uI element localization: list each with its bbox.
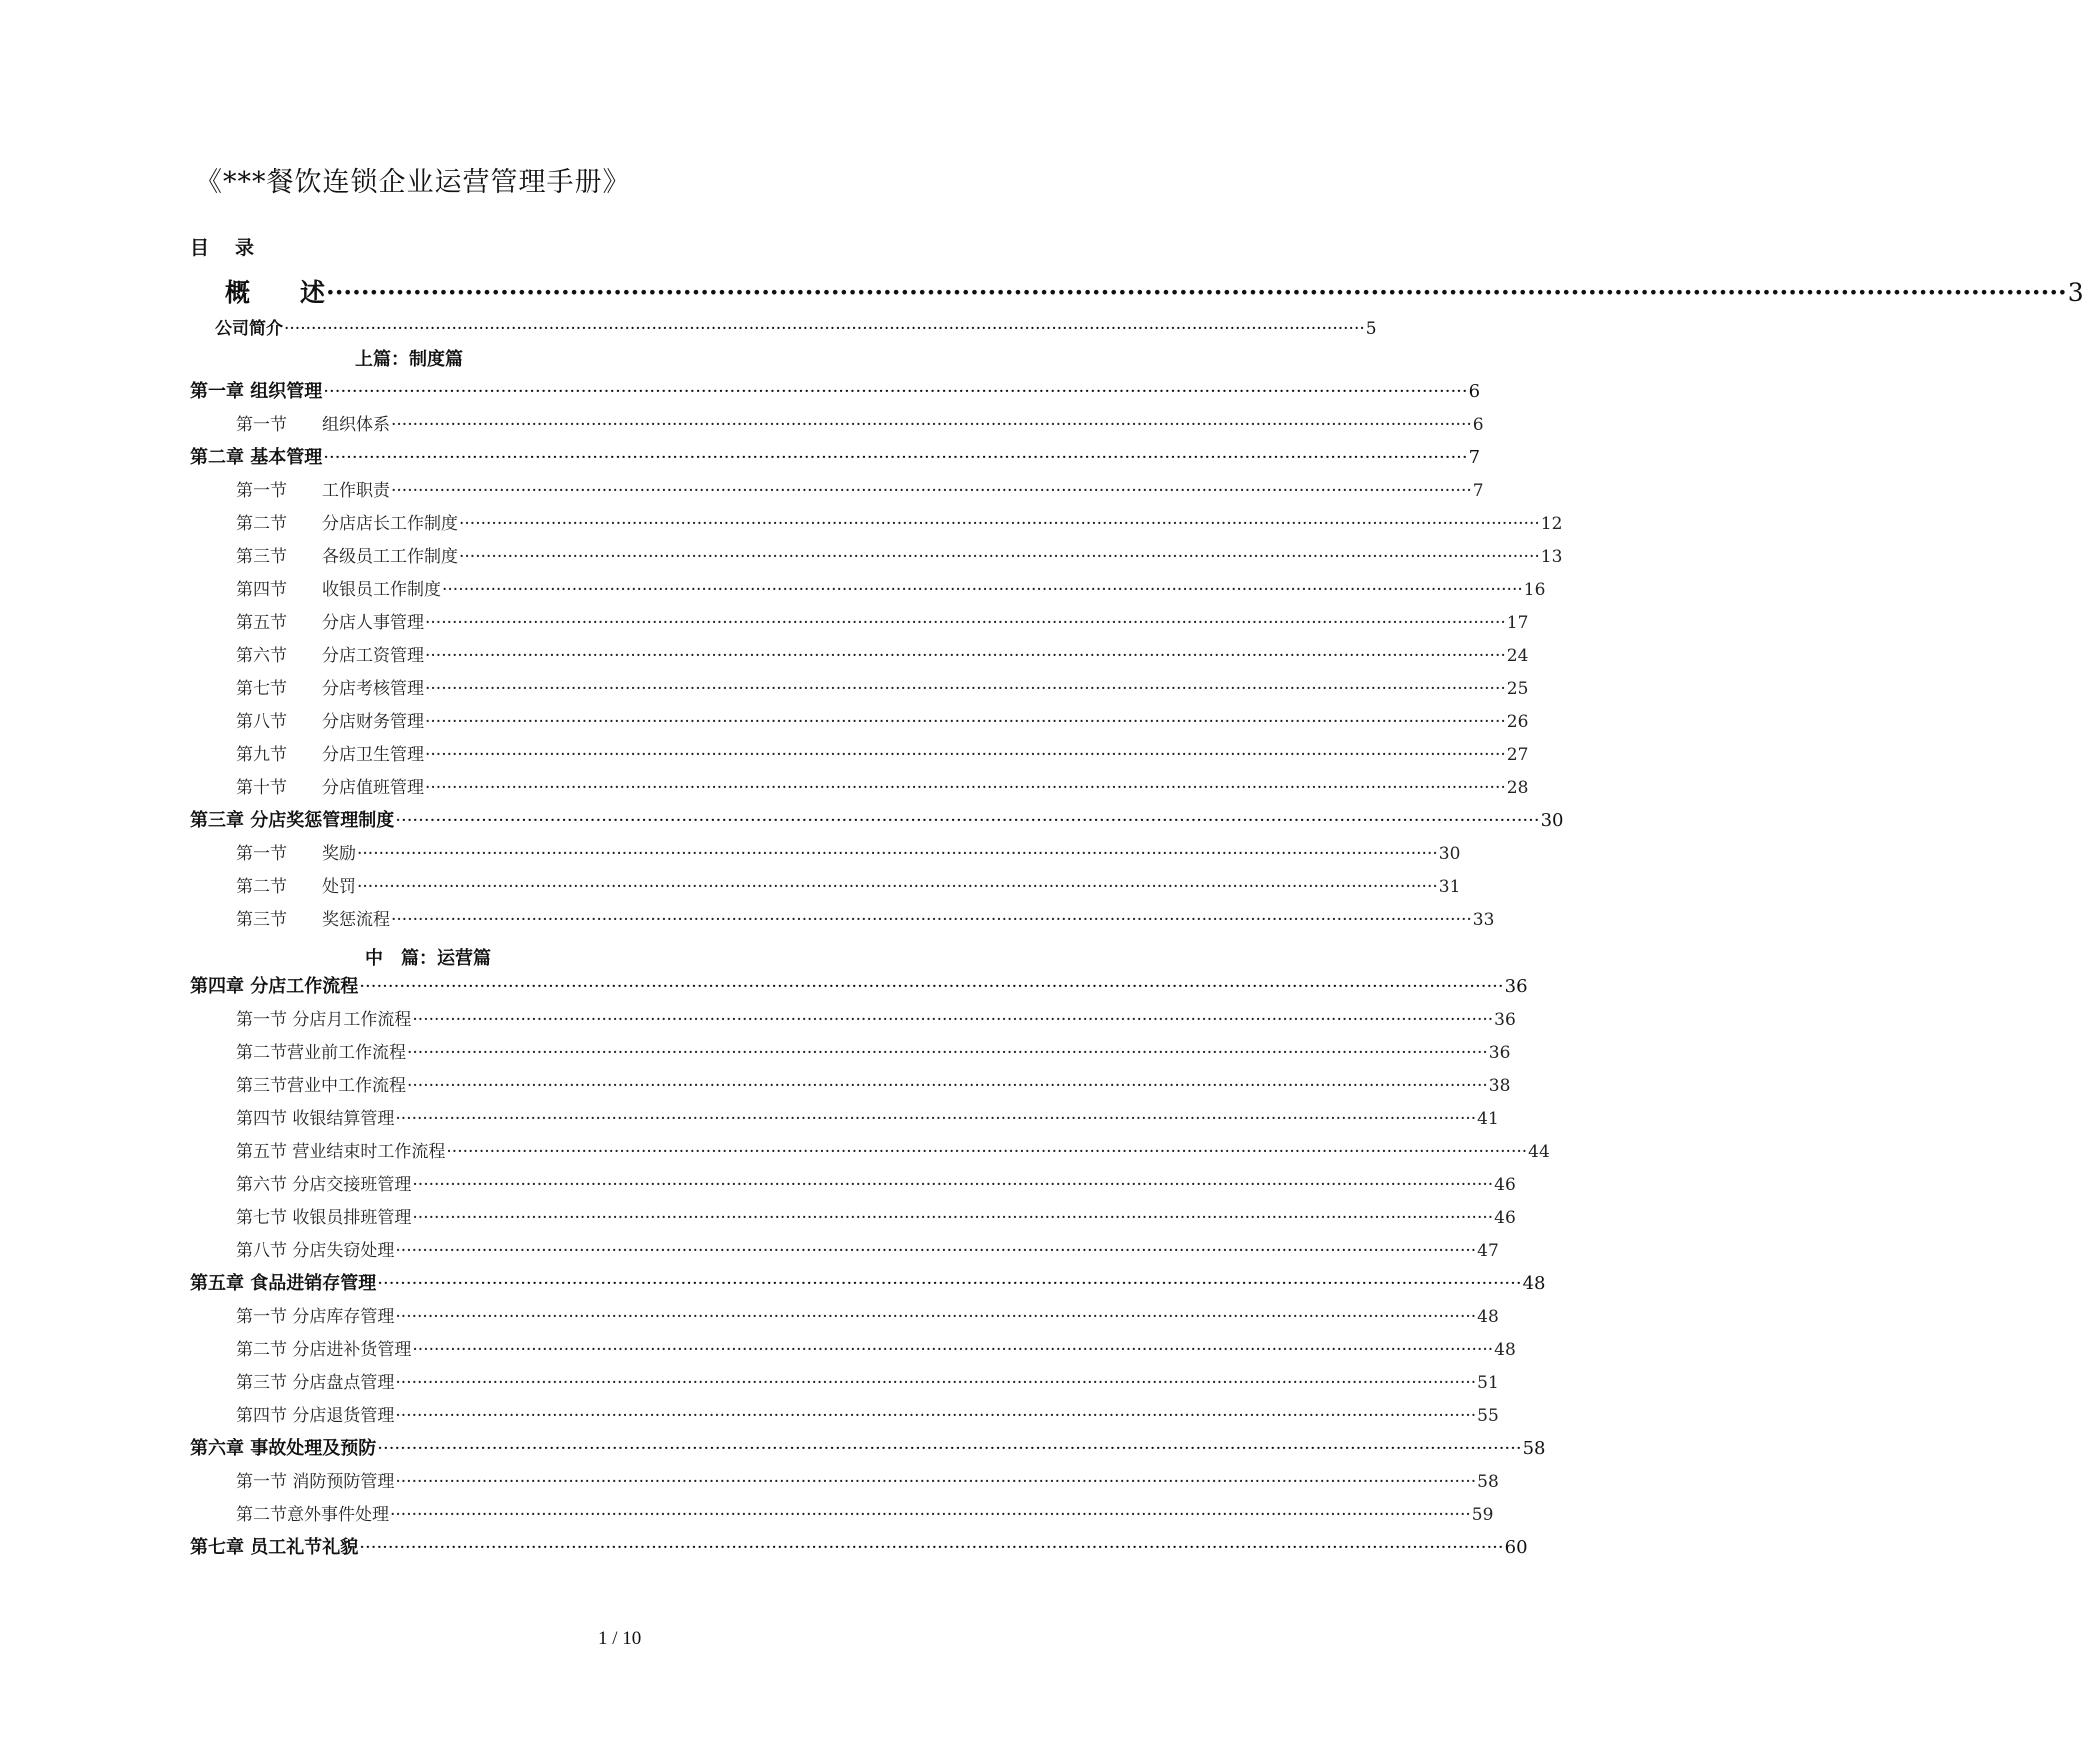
toc-section-entry[interactable] (236, 1005, 1516, 1035)
toc-section-entry[interactable] (236, 707, 1529, 737)
toc-entry-label: 第四节 收银结算管理 (236, 1109, 395, 1129)
toc-entry-label: 第七章 员工礼节礼貌 (190, 1537, 359, 1558)
toc-section-entry[interactable] (236, 1401, 1499, 1431)
toc-section-entry[interactable] (236, 1368, 1499, 1398)
toc-entry-page: 47 (1477, 1241, 1499, 1261)
toc-entry-label: 第一节 分店库存管理 (236, 1307, 395, 1327)
page-indicator: 1 / 10 (598, 1628, 642, 1649)
toc-entry-label: 分店值班管理 (322, 778, 424, 798)
toc-section-entry[interactable] (236, 839, 1461, 869)
dot-leader: ········································································································································································································ (412, 1175, 1494, 1195)
dot-leader: ········································································································································································································ (459, 514, 1540, 534)
toc-entry-label: 第一节 分店月工作流程 (236, 1010, 412, 1030)
toc-entry-label: 第八节 分店失窃处理 (236, 1241, 395, 1261)
dot-leader: ········································································································································································································ (407, 1043, 1488, 1063)
toc-section-entry[interactable] (236, 1038, 1511, 1068)
toc-entry-page: 51 (1477, 1373, 1499, 1393)
dot-leader: ········································································································································································································ (395, 1109, 1477, 1129)
dot-leader: ········································································································································································································ (425, 778, 1506, 798)
toc-section-entry[interactable] (236, 509, 1563, 539)
toc-heading (190, 233, 254, 260)
dot-leader: ········································································································································································································ (323, 381, 1468, 402)
dot-leader: ········································································································································································································ (395, 1472, 1477, 1492)
toc-entry-page: 7 (1472, 481, 1484, 501)
dot-leader: ········································································································································································································ (395, 810, 1540, 831)
toc-section-number: 第四节 (236, 580, 287, 600)
toc-section-number: 第一节 (236, 481, 287, 501)
toc-entry-page: 60 (1504, 1537, 1528, 1558)
toc-entry-page: 28 (1506, 778, 1529, 798)
dot-leader: ········································································································································································································ (391, 910, 1472, 930)
toc-section-entry[interactable] (236, 1500, 1494, 1530)
dot-leader: ········································································································································································································ (412, 1010, 1494, 1030)
toc-chapter-entry[interactable] (190, 443, 1481, 473)
toc-entry-page: 12 (1540, 514, 1563, 534)
toc-section-number: 第一节 (236, 415, 287, 435)
toc-chapter-entry[interactable] (190, 1533, 1528, 1563)
toc-entry-page: 24 (1506, 646, 1529, 666)
toc-entry-page: 25 (1506, 679, 1529, 699)
toc-entry-label: 分店财务管理 (322, 712, 424, 732)
dot-leader: ········································································································································································································ (425, 679, 1506, 699)
dot-leader: ········································································································································································································ (425, 712, 1506, 732)
toc-section-entry[interactable] (236, 1104, 1499, 1134)
toc-entry-label: 第五章 食品进销存管理 (190, 1273, 377, 1294)
toc-section-entry[interactable] (236, 608, 1529, 638)
toc-entry-label: 第二章 基本管理 (190, 447, 323, 468)
toc-entry-label: 分店工资管理 (322, 646, 424, 666)
toc-entry-label: 奖励 (322, 844, 356, 864)
toc-section-number: 第六节 (236, 646, 287, 666)
toc-chapter-entry[interactable] (190, 377, 1481, 407)
toc-entry-page: 6 (1472, 415, 1484, 435)
toc-entry-label: 第三节 分店盘点管理 (236, 1373, 395, 1393)
toc-section-entry[interactable] (236, 1137, 1550, 1167)
toc-entry-label: 第五节 营业结束时工作流程 (236, 1142, 446, 1162)
toc-entry-page: 17 (1506, 613, 1529, 633)
toc-entry-label: 第三章 分店奖惩管理制度 (190, 810, 395, 831)
toc-section-number: 第三节 (236, 910, 287, 930)
toc-entry-page: 31 (1438, 877, 1461, 897)
toc-entry-label: 第三节营业中工作流程 (236, 1076, 406, 1096)
toc-section-entry[interactable] (236, 542, 1563, 572)
toc-chapter-entry[interactable] (190, 1434, 1546, 1464)
toc-entry-label: 分店人事管理 (322, 613, 424, 633)
toc-entry-label: 处罚 (322, 877, 356, 897)
toc-section-entry[interactable] (236, 1170, 1516, 1200)
toc-entry-label: 第二节意外事件处理 (236, 1505, 389, 1525)
toc-section-number: 第一节 (236, 844, 287, 864)
toc-section-entry[interactable] (236, 1203, 1516, 1233)
toc-section-entry[interactable] (236, 1467, 1499, 1497)
toc-entry-page: 36 (1494, 1010, 1516, 1030)
toc-entry-label: 概 述 (225, 278, 326, 307)
toc-section-entry[interactable] (236, 410, 1484, 440)
toc-entry-label: 第六节 分店交接班管理 (236, 1175, 412, 1195)
dot-leader: ········································································································································································································ (425, 613, 1506, 633)
toc-section-number: 第八节 (236, 712, 287, 732)
dot-leader: ········································································································································································································ (359, 976, 1504, 997)
toc-section-number: 第十节 (236, 778, 287, 798)
dot-leader: ········································································································································································································ (391, 481, 1472, 501)
dot-leader: ········································································································································································································ (395, 1241, 1477, 1261)
toc-section-number: 第二节 (236, 877, 287, 897)
toc-entry-page: 46 (1494, 1175, 1516, 1195)
dot-leader: ········································································································································································································ (359, 1537, 1504, 1558)
toc-entry-label: 组织体系 (322, 415, 390, 435)
toc-entry-overview[interactable] (225, 275, 2084, 311)
document-title: 《***餐饮连锁企业运营管理手册》 (195, 167, 631, 198)
toc-entry-page: 59 (1471, 1505, 1494, 1525)
toc-section-entry[interactable] (236, 1236, 1499, 1266)
toc-entry-label: 公司简介 (215, 319, 283, 339)
toc-entry-label: 第二节营业前工作流程 (236, 1043, 406, 1063)
dot-leader: ········································································································································································································ (446, 1142, 1528, 1162)
dot-leader: ········································································································································································································ (390, 1505, 1471, 1525)
toc-section-entry[interactable] (236, 1071, 1511, 1101)
part-title-system: 上篇：制度篇 (355, 349, 463, 370)
toc-section-number: 第二节 (236, 514, 287, 534)
toc-entry-page: 30 (1438, 844, 1461, 864)
toc-section-entry[interactable] (236, 773, 1529, 803)
toc-entry-page: 48 (1494, 1340, 1516, 1360)
dot-leader: ········································································································································································································ (357, 844, 1438, 864)
toc-entry-page: 58 (1477, 1472, 1499, 1492)
toc-entry-page: 44 (1528, 1142, 1550, 1162)
toc-entry-page: 41 (1477, 1109, 1499, 1129)
toc-entry-label: 各级员工工作制度 (322, 547, 458, 567)
toc-entry-label: 第七节 收银员排班管理 (236, 1208, 412, 1228)
dot-leader: ········································································································································································································ (395, 1406, 1477, 1426)
toc-entry-page: 13 (1540, 547, 1563, 567)
dot-leader: ········································································································································································································ (357, 877, 1438, 897)
toc-section-entry[interactable] (236, 641, 1529, 671)
toc-section-entry[interactable] (236, 1302, 1499, 1332)
toc-entry-label: 第六章 事故处理及预防 (190, 1438, 377, 1459)
toc-heading-char-1: 目 (190, 237, 210, 259)
toc-entry-page: 5 (1365, 319, 1377, 339)
toc-entry-page: 48 (1477, 1307, 1499, 1327)
toc-entry-label: 分店卫生管理 (322, 745, 424, 765)
dot-leader: ········································································································································································································ (425, 745, 1506, 765)
toc-entry-page: 26 (1506, 712, 1529, 732)
toc-entry-page: 16 (1523, 580, 1546, 600)
toc-entry-page: 6 (1468, 381, 1481, 402)
toc-entry-page: 55 (1477, 1406, 1499, 1426)
toc-entry-page: 46 (1494, 1208, 1516, 1228)
dot-leader: ········································································································································································································ (377, 1273, 1522, 1294)
dot-leader: ········································································································································································································ (407, 1076, 1488, 1096)
toc-section-entry[interactable] (236, 674, 1529, 704)
toc-entry-page: 38 (1488, 1076, 1511, 1096)
toc-entry-page: 30 (1540, 810, 1564, 831)
toc-section-number: 第三节 (236, 547, 287, 567)
dot-leader: ········································································································································································································ (284, 319, 1365, 339)
dot-leader: ········································································································································································································ (412, 1340, 1494, 1360)
toc-chapter-entry[interactable] (190, 806, 1564, 836)
toc-entry-label: 分店店长工作制度 (322, 514, 458, 534)
toc-section-entry[interactable] (236, 575, 1546, 605)
toc-entry-label: 分店考核管理 (322, 679, 424, 699)
toc-entry-page: 7 (1468, 447, 1481, 468)
toc-entry-page: 36 (1488, 1043, 1511, 1063)
part-title-operation: 中 篇：运营篇 (365, 948, 491, 969)
toc-section-number: 第九节 (236, 745, 287, 765)
toc-entry-page: 33 (1472, 910, 1495, 930)
toc-entry-label: 第四节 分店退货管理 (236, 1406, 395, 1426)
toc-section-entry[interactable] (236, 740, 1529, 770)
toc-entry-page: 48 (1522, 1273, 1546, 1294)
toc-chapter-entry[interactable] (190, 1269, 1546, 1299)
dot-leader: ········································································································································································································ (425, 646, 1506, 666)
toc-section-number: 第七节 (236, 679, 287, 699)
toc-section-number: 第五节 (236, 613, 287, 633)
toc-entry-page: 36 (1504, 976, 1528, 997)
toc-entry-label: 工作职责 (322, 481, 390, 501)
toc-entry-label: 第四章 分店工作流程 (190, 976, 359, 997)
toc-chapter-entry[interactable] (190, 972, 1528, 1002)
toc-entry-label: 奖惩流程 (322, 910, 390, 930)
toc-entry-page: 27 (1506, 745, 1529, 765)
dot-leader: ········································································································································································································ (395, 1373, 1477, 1393)
dot-leader: ········································································································································································································ (377, 1438, 1522, 1459)
dot-leader: ········································································································································································································ (326, 278, 2067, 307)
toc-entry-label: 第一节 消防预防管理 (236, 1472, 395, 1492)
dot-leader: ········································································································································································································ (459, 547, 1540, 567)
toc-section-entry[interactable] (236, 905, 1495, 935)
toc-entry-label: 第二节 分店进补货管理 (236, 1340, 412, 1360)
dot-leader: ········································································································································································································ (391, 415, 1472, 435)
toc-heading-char-2: 录 (235, 237, 255, 259)
toc-section-entry[interactable] (236, 1335, 1516, 1365)
toc-section-entry[interactable] (236, 476, 1484, 506)
toc-entry-label: 收银员工作制度 (322, 580, 441, 600)
toc-entry-page: 58 (1522, 1438, 1546, 1459)
toc-entry-company-intro[interactable] (215, 314, 1377, 344)
dot-leader: ········································································································································································································ (442, 580, 1523, 600)
toc-section-entry[interactable] (236, 872, 1461, 902)
toc-entry-page: 3 (2067, 278, 2084, 307)
dot-leader: ········································································································································································································ (323, 447, 1468, 468)
dot-leader: ········································································································································································································ (395, 1307, 1477, 1327)
toc-entry-label: 第一章 组织管理 (190, 381, 323, 402)
dot-leader: ········································································································································································································ (412, 1208, 1494, 1228)
